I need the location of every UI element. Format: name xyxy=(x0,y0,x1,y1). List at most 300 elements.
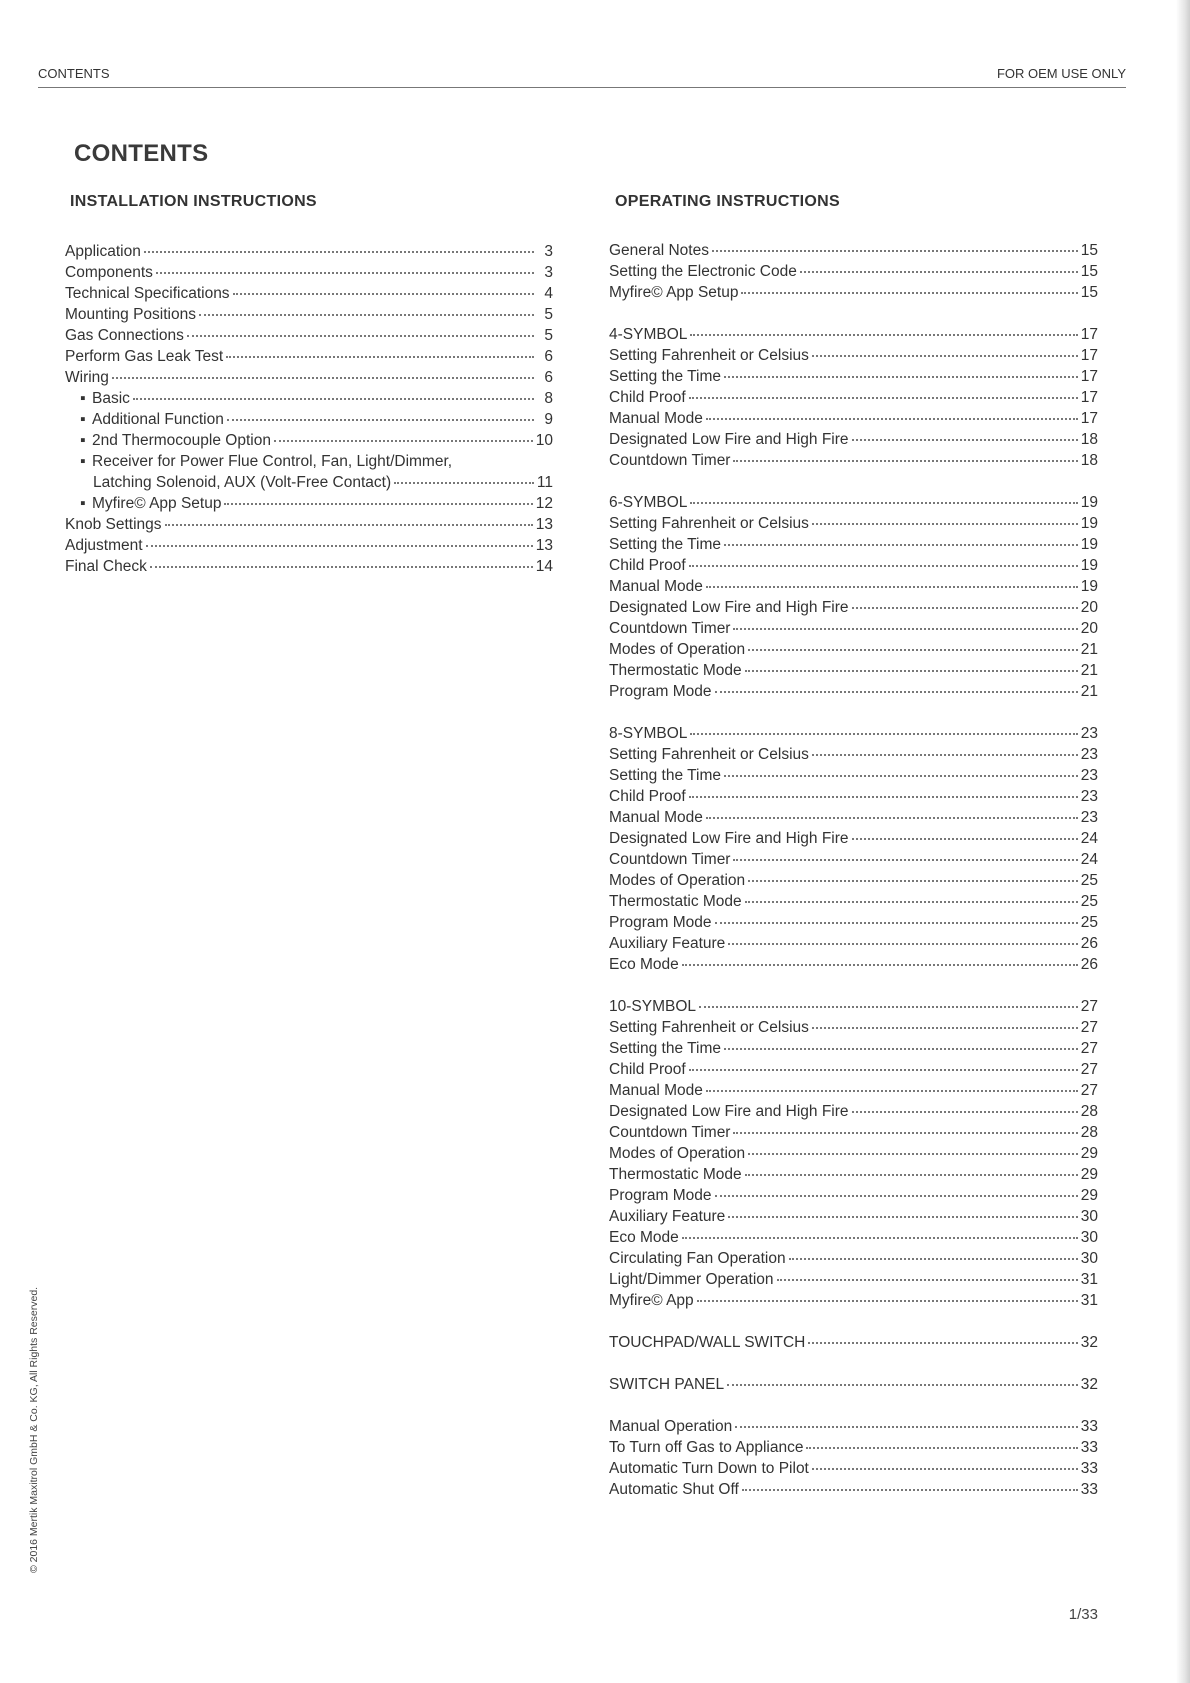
dot-leader xyxy=(728,1212,1077,1218)
toc-entry-page: 18 xyxy=(1080,452,1098,469)
toc-entry[interactable] xyxy=(65,325,553,346)
toc-entry-page: 28 xyxy=(1080,1103,1098,1120)
dot-leader xyxy=(133,394,534,400)
toc-entry-label xyxy=(65,556,147,577)
toc-entry-label xyxy=(609,744,809,765)
toc-entry-page: 28 xyxy=(1080,1124,1098,1141)
toc-entry-page: 33 xyxy=(1080,1460,1098,1477)
toc-entry[interactable] xyxy=(609,954,1098,975)
toc-entry[interactable] xyxy=(609,282,1098,303)
header-oem-notice: FOR OEM USE ONLY xyxy=(996,66,1126,81)
toc-entry-label xyxy=(609,1458,809,1479)
toc-entry-label xyxy=(80,409,224,430)
toc-entry[interactable] xyxy=(65,409,553,430)
toc-entry[interactable] xyxy=(609,408,1098,429)
toc-entry-text: Setting Fahrenheit or Celsius xyxy=(609,1019,809,1036)
toc-entry-label xyxy=(609,1164,742,1185)
toc-entry-page: 15 xyxy=(1080,263,1098,280)
dot-leader xyxy=(733,855,1077,861)
toc-entry-label xyxy=(65,535,143,556)
toc-entry-text: Manual Mode xyxy=(609,809,703,826)
toc-entry-label xyxy=(609,1080,703,1101)
dot-leader xyxy=(199,310,534,316)
toc-entry[interactable] xyxy=(609,429,1098,450)
toc-entry[interactable] xyxy=(609,450,1098,471)
toc-entry-page: 5 xyxy=(544,306,553,323)
dot-leader xyxy=(812,1464,1078,1470)
group-spacer xyxy=(609,1311,1098,1332)
toc-entry-page: 31 xyxy=(1080,1292,1098,1309)
toc-entry[interactable] xyxy=(609,660,1098,681)
toc-entry-text: Myfire© App Setup xyxy=(609,284,739,301)
dot-leader xyxy=(146,541,533,547)
toc-entry-label xyxy=(609,912,712,933)
toc-entry-text: Myfire© App xyxy=(609,1292,694,1309)
toc-entry-label xyxy=(609,1017,809,1038)
page-number: 1/33 xyxy=(1068,1606,1098,1623)
toc-entry-text: Countdown Timer xyxy=(609,851,731,868)
toc-entry-text: Auxiliary Feature xyxy=(609,1208,726,1225)
toc-entry[interactable] xyxy=(609,1164,1098,1185)
toc-entry[interactable] xyxy=(609,345,1098,366)
toc-entry-text: Eco Mode xyxy=(609,1229,679,1246)
toc-entry[interactable] xyxy=(65,451,553,472)
toc-entry[interactable] xyxy=(65,262,553,283)
dot-leader xyxy=(689,792,1078,798)
group-spacer xyxy=(609,975,1098,996)
toc-entry-label xyxy=(609,807,703,828)
toc-entry-text: Program Mode xyxy=(609,914,712,931)
dot-leader xyxy=(150,562,533,568)
dot-leader xyxy=(852,834,1078,840)
toc-entry-page: 17 xyxy=(1080,368,1098,385)
toc-entry-text: Latching Solenoid, AUX (Volt-Free Contact) xyxy=(93,474,392,491)
toc-entry-label xyxy=(609,1101,849,1122)
toc-entry-label xyxy=(609,681,712,702)
toc-entry-label xyxy=(609,408,703,429)
toc-entry-label xyxy=(609,1122,730,1143)
page-title: CONTENTS xyxy=(74,140,209,167)
toc-entry-text: Designated Low Fire and High Fire xyxy=(609,1103,849,1120)
toc-entry-text: 6-SYMBOL xyxy=(609,494,688,511)
toc-entry-page: 15 xyxy=(1080,284,1098,301)
toc-entry-page: 19 xyxy=(1080,536,1098,553)
dot-leader xyxy=(748,1149,1078,1155)
toc-entry[interactable] xyxy=(609,534,1098,555)
toc-entry-page: 20 xyxy=(1080,599,1098,616)
bullet-icon: ▪ xyxy=(80,453,86,470)
toc-entry-text: Designated Low Fire and High Fire xyxy=(609,431,849,448)
toc-entry-page: 29 xyxy=(1080,1187,1098,1204)
toc-entry[interactable] xyxy=(609,786,1098,807)
toc-entry-text: Countdown Timer xyxy=(609,452,731,469)
toc-entry-label xyxy=(609,933,725,954)
toc-entry-text: Automatic Shut Off xyxy=(609,1481,739,1498)
dot-leader xyxy=(748,876,1078,882)
toc-entry[interactable] xyxy=(609,996,1098,1017)
dot-leader xyxy=(808,1338,1077,1344)
toc-entry[interactable] xyxy=(609,1206,1098,1227)
toc-entry-page: 30 xyxy=(1080,1250,1098,1267)
dot-leader xyxy=(742,1485,1078,1491)
toc-entry-text: Thermostatic Mode xyxy=(609,662,742,679)
toc-entry-label xyxy=(65,325,184,346)
toc-entry-label xyxy=(65,262,153,283)
group-spacer xyxy=(609,1395,1098,1416)
toc-entry[interactable] xyxy=(609,576,1098,597)
dot-leader xyxy=(724,771,1078,777)
toc-entry-page: 6 xyxy=(544,369,553,386)
toc-entry[interactable] xyxy=(609,1290,1098,1311)
toc-entry-label xyxy=(609,954,679,975)
dot-leader xyxy=(706,813,1078,819)
toc-entry[interactable] xyxy=(609,1101,1098,1122)
toc-entry[interactable] xyxy=(609,240,1098,261)
dot-leader xyxy=(394,478,534,484)
bullet-icon: ▪ xyxy=(80,432,86,449)
toc-entry[interactable] xyxy=(609,618,1098,639)
dot-leader xyxy=(712,246,1078,252)
toc-entry-page: 11 xyxy=(536,474,553,491)
toc-entry-page: 19 xyxy=(1080,515,1098,532)
toc-entry[interactable] xyxy=(609,765,1098,786)
toc-entry[interactable] xyxy=(609,681,1098,702)
operating-heading: OPERATING INSTRUCTIONS xyxy=(615,193,840,210)
toc-entry[interactable] xyxy=(609,555,1098,576)
toc-entry-page: 26 xyxy=(1080,935,1098,952)
toc-entry-page: 27 xyxy=(1080,1019,1098,1036)
toc-entry-text: Gas Connections xyxy=(65,327,184,344)
dot-leader xyxy=(715,1191,1078,1197)
dot-leader xyxy=(812,519,1078,525)
toc-entry-text: Child Proof xyxy=(609,1061,686,1078)
installation-toc xyxy=(65,241,553,577)
dot-leader xyxy=(682,960,1078,966)
toc-entry-page: 27 xyxy=(1080,998,1098,1015)
toc-entry-label xyxy=(609,891,742,912)
toc-entry[interactable] xyxy=(609,912,1098,933)
dot-leader xyxy=(852,603,1078,609)
toc-entry-text: General Notes xyxy=(609,242,709,259)
toc-entry-label xyxy=(609,1206,725,1227)
toc-entry-label xyxy=(609,1437,803,1458)
installation-heading: INSTALLATION INSTRUCTIONS xyxy=(70,193,317,210)
operating-toc xyxy=(609,240,1098,1500)
toc-entry-text: Designated Low Fire and High Fire xyxy=(609,599,849,616)
toc-entry[interactable] xyxy=(609,723,1098,744)
toc-entry-label xyxy=(80,451,452,472)
toc-entry-label xyxy=(65,346,223,367)
dot-leader xyxy=(777,1275,1078,1281)
dot-leader xyxy=(748,645,1078,651)
toc-entry[interactable] xyxy=(609,324,1098,345)
group-spacer xyxy=(609,702,1098,723)
toc-entry-text: 10-SYMBOL xyxy=(609,998,697,1015)
dot-leader xyxy=(724,540,1078,546)
toc-entry-page: 24 xyxy=(1080,851,1098,868)
toc-entry-page: 12 xyxy=(535,495,553,512)
toc-entry-page: 15 xyxy=(1080,242,1098,259)
toc-entry[interactable] xyxy=(65,346,553,367)
toc-entry-label xyxy=(609,492,687,513)
toc-entry-page: 27 xyxy=(1080,1040,1098,1057)
toc-entry-label xyxy=(609,1416,732,1437)
toc-entry-text: Eco Mode xyxy=(609,956,679,973)
toc-entry-label xyxy=(609,1290,694,1311)
toc-entry-label xyxy=(93,472,391,493)
toc-entry[interactable] xyxy=(65,535,553,556)
toc-entry-page: 19 xyxy=(1080,557,1098,574)
toc-entry-page: 17 xyxy=(1080,389,1098,406)
toc-entry[interactable] xyxy=(609,1185,1098,1206)
toc-entry-page: 29 xyxy=(1080,1145,1098,1162)
toc-entry[interactable] xyxy=(609,1122,1098,1143)
toc-entry-page: 3 xyxy=(544,243,553,260)
toc-entry-label xyxy=(609,765,721,786)
toc-entry-page: 3 xyxy=(544,264,553,281)
toc-entry-text: Modes of Operation xyxy=(609,1145,746,1162)
dot-leader xyxy=(735,1422,1078,1428)
toc-entry-text: Setting the Time xyxy=(609,767,722,784)
toc-entry[interactable] xyxy=(609,1080,1098,1101)
toc-entry-page: 4 xyxy=(544,285,553,302)
toc-entry-page: 25 xyxy=(1080,872,1098,889)
toc-entry-label xyxy=(609,450,730,471)
toc-entry-page: 26 xyxy=(1080,956,1098,973)
toc-entry-label xyxy=(609,513,809,534)
toc-entry-label xyxy=(609,387,686,408)
toc-entry-page: 25 xyxy=(1080,914,1098,931)
toc-entry[interactable] xyxy=(65,514,553,535)
toc-entry[interactable] xyxy=(609,870,1098,891)
toc-entry-text: Setting the Time xyxy=(609,536,722,553)
toc-entry-label xyxy=(609,1479,739,1500)
dot-leader xyxy=(227,415,534,421)
toc-entry-label xyxy=(609,1038,721,1059)
toc-entry[interactable] xyxy=(609,891,1098,912)
toc-entry[interactable] xyxy=(609,1059,1098,1080)
toc-entry-text: Additional Function xyxy=(92,411,224,428)
dot-leader xyxy=(224,499,532,505)
dot-leader xyxy=(715,687,1078,693)
toc-entry-label xyxy=(609,1248,786,1269)
toc-entry-label xyxy=(609,240,709,261)
toc-entry-label xyxy=(65,514,162,535)
toc-entry-page: 13 xyxy=(535,537,553,554)
toc-entry[interactable] xyxy=(609,387,1098,408)
toc-entry-text: Wiring xyxy=(65,369,109,386)
toc-entry[interactable] xyxy=(65,241,553,262)
toc-entry[interactable] xyxy=(65,283,553,304)
toc-entry[interactable] xyxy=(65,493,553,514)
toc-entry-label xyxy=(609,1059,686,1080)
toc-entry[interactable] xyxy=(609,513,1098,534)
toc-entry[interactable] xyxy=(65,388,553,409)
toc-entry-page: 33 xyxy=(1080,1481,1098,1498)
toc-entry[interactable] xyxy=(609,744,1098,765)
toc-entry[interactable] xyxy=(609,1458,1098,1479)
toc-entry-text: Setting Fahrenheit or Celsius xyxy=(609,347,809,364)
dot-leader xyxy=(745,897,1078,903)
toc-entry[interactable] xyxy=(609,1248,1098,1269)
toc-entry-text: Manual Operation xyxy=(609,1418,733,1435)
toc-entry[interactable] xyxy=(609,492,1098,513)
toc-entry-label xyxy=(609,345,809,366)
toc-entry-page: 6 xyxy=(544,348,553,365)
toc-entry-text: Automatic Turn Down to Pilot xyxy=(609,1460,809,1477)
toc-entry-page: 23 xyxy=(1080,788,1098,805)
toc-entry-text: Setting the Time xyxy=(609,1040,722,1057)
toc-entry-label xyxy=(80,430,271,451)
toc-entry[interactable] xyxy=(609,639,1098,660)
toc-entry-page: 30 xyxy=(1080,1208,1098,1225)
toc-entry-text: Perform Gas Leak Test xyxy=(65,348,224,365)
bullet-icon: ▪ xyxy=(80,390,86,407)
toc-entry-page: 29 xyxy=(1080,1166,1098,1183)
toc-entry-page: 17 xyxy=(1080,410,1098,427)
toc-entry[interactable] xyxy=(65,304,553,325)
dot-leader xyxy=(165,520,533,526)
toc-entry-page: 30 xyxy=(1080,1229,1098,1246)
toc-entry-text: Mounting Positions xyxy=(65,306,196,323)
page-header xyxy=(38,66,1126,88)
dot-leader xyxy=(806,1443,1077,1449)
toc-entry-label xyxy=(65,304,196,325)
toc-entry[interactable] xyxy=(609,1143,1098,1164)
dot-leader xyxy=(715,918,1078,924)
toc-entry-text: TOUCHPAD/WALL SWITCH xyxy=(609,1334,806,1351)
dot-leader xyxy=(226,352,534,358)
toc-entry-page: 32 xyxy=(1080,1334,1098,1351)
toc-entry[interactable] xyxy=(609,597,1098,618)
dot-leader xyxy=(187,331,534,337)
dot-leader xyxy=(724,1044,1078,1050)
toc-entry[interactable] xyxy=(609,933,1098,954)
toc-entry-page: 13 xyxy=(535,516,553,533)
toc-entry-label xyxy=(609,618,730,639)
toc-entry-text: Program Mode xyxy=(609,683,712,700)
dot-leader xyxy=(706,414,1078,420)
dot-leader xyxy=(727,1380,1078,1386)
toc-entry-page: 33 xyxy=(1080,1439,1098,1456)
toc-entry-label xyxy=(80,388,130,409)
toc-entry-text: Child Proof xyxy=(609,389,686,406)
toc-entry-page: 31 xyxy=(1080,1271,1098,1288)
toc-entry[interactable] xyxy=(65,367,553,388)
toc-entry-page: 25 xyxy=(1080,893,1098,910)
toc-entry-label xyxy=(609,555,686,576)
dot-leader xyxy=(745,1170,1078,1176)
dot-leader xyxy=(852,1107,1078,1113)
toc-entry-text: Setting the Electronic Code xyxy=(609,263,797,280)
dot-leader xyxy=(689,393,1078,399)
toc-entry[interactable] xyxy=(609,261,1098,282)
toc-entry-text: Manual Mode xyxy=(609,578,703,595)
toc-entry-page: 14 xyxy=(535,558,553,575)
toc-entry-label xyxy=(609,786,686,807)
toc-entry[interactable] xyxy=(609,1416,1098,1437)
dot-leader xyxy=(689,561,1078,567)
toc-entry-page: 27 xyxy=(1080,1061,1098,1078)
dot-leader xyxy=(699,1002,1078,1008)
toc-entry-label xyxy=(609,660,742,681)
toc-entry-page: 18 xyxy=(1080,431,1098,448)
dot-leader xyxy=(690,498,1077,504)
toc-entry-label xyxy=(609,534,721,555)
dot-leader xyxy=(728,939,1077,945)
toc-entry-page: 10 xyxy=(535,432,553,449)
toc-entry[interactable] xyxy=(609,1269,1098,1290)
dot-leader xyxy=(690,330,1077,336)
dot-leader xyxy=(733,456,1077,462)
toc-entry-label xyxy=(609,828,849,849)
dot-leader xyxy=(144,247,534,253)
toc-entry[interactable] xyxy=(609,807,1098,828)
toc-entry-page: 17 xyxy=(1080,347,1098,364)
toc-entry-label xyxy=(609,576,703,597)
toc-entry-page: 19 xyxy=(1080,494,1098,511)
toc-entry-label xyxy=(609,1374,724,1395)
toc-entry-label xyxy=(609,597,849,618)
dot-leader xyxy=(112,373,534,379)
toc-entry[interactable] xyxy=(609,1332,1098,1353)
toc-entry[interactable] xyxy=(609,849,1098,870)
dot-leader xyxy=(745,666,1078,672)
toc-entry[interactable] xyxy=(65,430,553,451)
toc-entry-page: 32 xyxy=(1080,1376,1098,1393)
toc-entry[interactable] xyxy=(65,472,553,493)
toc-entry-text: Light/Dimmer Operation xyxy=(609,1271,774,1288)
toc-entry[interactable] xyxy=(609,1437,1098,1458)
toc-entry-page: 5 xyxy=(544,327,553,344)
toc-entry[interactable] xyxy=(609,1038,1098,1059)
toc-entry-page: 21 xyxy=(1080,662,1098,679)
toc-entry-page: 17 xyxy=(1080,326,1098,343)
toc-entry[interactable] xyxy=(609,1374,1098,1395)
toc-entry-page: 9 xyxy=(544,411,553,428)
toc-entry[interactable] xyxy=(609,366,1098,387)
toc-entry[interactable] xyxy=(65,556,553,577)
toc-entry-text: Designated Low Fire and High Fire xyxy=(609,830,849,847)
toc-entry-text: Thermostatic Mode xyxy=(609,1166,742,1183)
dot-leader xyxy=(274,436,533,442)
toc-entry-text: Countdown Timer xyxy=(609,1124,731,1141)
toc-entry-label xyxy=(609,639,745,660)
dot-leader xyxy=(706,582,1078,588)
toc-entry-label xyxy=(609,282,738,303)
dot-leader xyxy=(706,1086,1078,1092)
toc-entry-label xyxy=(609,996,696,1017)
toc-entry-text: Basic xyxy=(92,390,130,407)
toc-entry-label xyxy=(609,723,687,744)
toc-entry-text: SWITCH PANEL xyxy=(609,1376,725,1393)
toc-entry-page: 19 xyxy=(1080,578,1098,595)
dot-leader xyxy=(800,267,1078,273)
group-spacer xyxy=(609,471,1098,492)
bullet-icon: ▪ xyxy=(80,411,86,428)
toc-entry[interactable] xyxy=(609,1479,1098,1500)
dot-leader xyxy=(697,1296,1078,1302)
toc-entry[interactable] xyxy=(609,1017,1098,1038)
dot-leader xyxy=(741,288,1077,294)
toc-entry[interactable] xyxy=(609,1227,1098,1248)
toc-entry-text: Auxiliary Feature xyxy=(609,935,726,952)
toc-entry-text: Manual Mode xyxy=(609,1082,703,1099)
toc-entry-text: Adjustment xyxy=(65,537,143,554)
toc-entry-text: Final Check xyxy=(65,558,147,575)
toc-entry[interactable] xyxy=(609,828,1098,849)
copyright-notice: © 2016 Mertik Maxitrol GmbH & Co. KG, All Rights Reserved. xyxy=(28,1286,40,1573)
